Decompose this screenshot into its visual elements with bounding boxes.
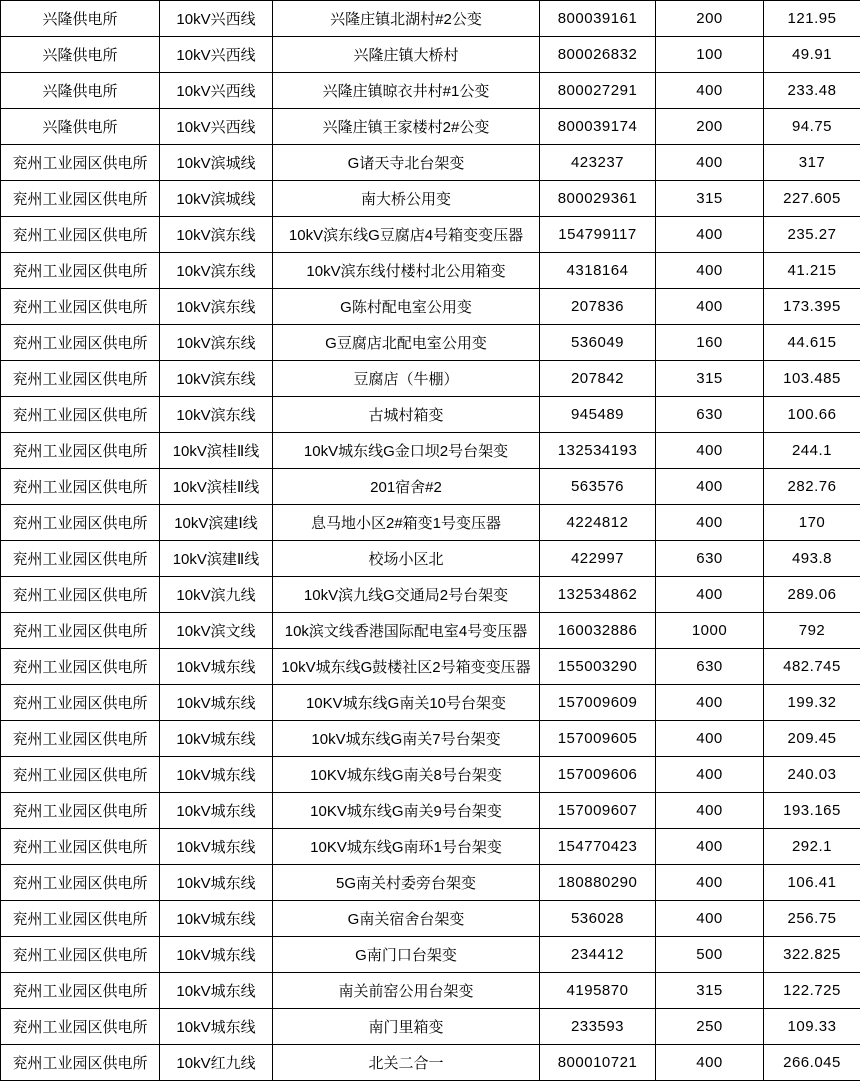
table-row (1, 181, 860, 217)
cell-transformer-name: 201宿舍#2 (273, 469, 540, 505)
cell-load: 103.485 (764, 361, 860, 397)
cell-station: 兖州工业园区供电所 (1, 865, 160, 901)
cell-line: 10kV城东线 (160, 901, 273, 937)
cell-load: 493.8 (764, 541, 860, 577)
table-row (1, 1045, 860, 1081)
table-row (1, 865, 860, 901)
cell-load: 100.66 (764, 397, 860, 433)
cell-id: 233593 (540, 1009, 656, 1045)
cell-line: 10kV兴西线 (160, 37, 273, 73)
cell-transformer-name: 南大桥公用变 (273, 181, 540, 217)
cell-load: 317 (764, 145, 860, 181)
cell-load: 170 (764, 505, 860, 541)
table-row (1, 217, 860, 253)
cell-transformer-name: 兴隆庄镇王家楼村2#公变 (273, 109, 540, 145)
cell-line: 10kV滨东线 (160, 325, 273, 361)
cell-line: 10kV兴西线 (160, 109, 273, 145)
cell-load: 121.95 (764, 1, 860, 37)
cell-capacity: 400 (656, 577, 764, 613)
cell-line: 10kV滨建Ⅰ线 (160, 505, 273, 541)
cell-load: 109.33 (764, 1009, 860, 1045)
cell-id: 180880290 (540, 865, 656, 901)
cell-capacity: 400 (656, 73, 764, 109)
cell-transformer-name: G陈村配电室公用变 (273, 289, 540, 325)
table-row (1, 685, 860, 721)
cell-line: 10kV滨东线 (160, 397, 273, 433)
cell-line: 10kV滨东线 (160, 217, 273, 253)
cell-id: 536049 (540, 325, 656, 361)
cell-capacity: 400 (656, 505, 764, 541)
cell-capacity: 400 (656, 253, 764, 289)
cell-line: 10kV城东线 (160, 1009, 273, 1045)
cell-id: 800029361 (540, 181, 656, 217)
table-row (1, 937, 860, 973)
cell-capacity: 400 (656, 469, 764, 505)
cell-capacity: 1000 (656, 613, 764, 649)
cell-station: 兖州工业园区供电所 (1, 901, 160, 937)
cell-transformer-name: G南门口台架变 (273, 937, 540, 973)
cell-station: 兖州工业园区供电所 (1, 577, 160, 613)
cell-load: 193.165 (764, 793, 860, 829)
cell-load: 41.215 (764, 253, 860, 289)
cell-load: 49.91 (764, 37, 860, 73)
cell-line: 10kV滨城线 (160, 181, 273, 217)
cell-line: 10kV滨桂Ⅱ线 (160, 433, 273, 469)
cell-transformer-name: 豆腐店（牛棚） (273, 361, 540, 397)
cell-load: 44.615 (764, 325, 860, 361)
cell-id: 234412 (540, 937, 656, 973)
cell-load: 482.745 (764, 649, 860, 685)
table-row (1, 901, 860, 937)
cell-transformer-name: 10kV滨东线付楼村北公用箱变 (273, 253, 540, 289)
cell-capacity: 400 (656, 685, 764, 721)
cell-line: 10kV滨九线 (160, 577, 273, 613)
cell-station: 兖州工业园区供电所 (1, 325, 160, 361)
table-row (1, 1, 860, 37)
cell-id: 563576 (540, 469, 656, 505)
cell-capacity: 400 (656, 901, 764, 937)
cell-transformer-name: 兴隆庄镇大桥村 (273, 37, 540, 73)
cell-station: 兴隆供电所 (1, 37, 160, 73)
cell-capacity: 630 (656, 649, 764, 685)
cell-transformer-name: 息马地小区2#箱变1号变压器 (273, 505, 540, 541)
table-row (1, 541, 860, 577)
cell-id: 157009609 (540, 685, 656, 721)
cell-id: 132534193 (540, 433, 656, 469)
cell-transformer-name: G豆腐店北配电室公用变 (273, 325, 540, 361)
cell-line: 10kV城东线 (160, 937, 273, 973)
cell-transformer-name: 10kV城东线G金口坝2号台架变 (273, 433, 540, 469)
cell-station: 兖州工业园区供电所 (1, 1009, 160, 1045)
cell-line: 10kV红九线 (160, 1045, 273, 1081)
cell-line: 10kV城东线 (160, 685, 273, 721)
cell-id: 536028 (540, 901, 656, 937)
cell-id: 800039161 (540, 1, 656, 37)
cell-id: 422997 (540, 541, 656, 577)
cell-station: 兖州工业园区供电所 (1, 541, 160, 577)
cell-capacity: 400 (656, 433, 764, 469)
cell-id: 157009606 (540, 757, 656, 793)
cell-id: 207842 (540, 361, 656, 397)
cell-id: 155003290 (540, 649, 656, 685)
cell-station: 兖州工业园区供电所 (1, 757, 160, 793)
cell-load: 292.1 (764, 829, 860, 865)
cell-transformer-name: 10KV城东线G南关9号台架变 (273, 793, 540, 829)
cell-line: 10kV滨东线 (160, 253, 273, 289)
cell-id: 4224812 (540, 505, 656, 541)
table-row (1, 289, 860, 325)
cell-station: 兴隆供电所 (1, 73, 160, 109)
table-row (1, 73, 860, 109)
cell-id: 160032886 (540, 613, 656, 649)
cell-line: 10kV城东线 (160, 649, 273, 685)
cell-capacity: 315 (656, 973, 764, 1009)
cell-line: 10kV城东线 (160, 793, 273, 829)
cell-capacity: 400 (656, 1045, 764, 1081)
cell-capacity: 400 (656, 721, 764, 757)
cell-station: 兖州工业园区供电所 (1, 613, 160, 649)
cell-id: 800010721 (540, 1045, 656, 1081)
table-row (1, 37, 860, 73)
cell-transformer-name: 校场小区北 (273, 541, 540, 577)
cell-capacity: 630 (656, 397, 764, 433)
cell-station: 兖州工业园区供电所 (1, 181, 160, 217)
cell-id: 157009607 (540, 793, 656, 829)
cell-transformer-name: 10kV城东线G鼓楼社区2号箱变变压器 (273, 649, 540, 685)
cell-station: 兴隆供电所 (1, 1, 160, 37)
cell-load: 106.41 (764, 865, 860, 901)
table-row (1, 973, 860, 1009)
cell-station: 兖州工业园区供电所 (1, 397, 160, 433)
cell-capacity: 400 (656, 145, 764, 181)
cell-load: 244.1 (764, 433, 860, 469)
cell-transformer-name: 10kV滨九线G交通局2号台架变 (273, 577, 540, 613)
cell-station: 兖州工业园区供电所 (1, 505, 160, 541)
cell-load: 289.06 (764, 577, 860, 613)
cell-capacity: 630 (656, 541, 764, 577)
cell-load: 266.045 (764, 1045, 860, 1081)
cell-line: 10kV滨东线 (160, 361, 273, 397)
cell-id: 132534862 (540, 577, 656, 613)
cell-load: 233.48 (764, 73, 860, 109)
table-row (1, 361, 860, 397)
cell-id: 207836 (540, 289, 656, 325)
cell-station: 兖州工业园区供电所 (1, 829, 160, 865)
cell-station: 兖州工业园区供电所 (1, 721, 160, 757)
cell-id: 4195870 (540, 973, 656, 1009)
cell-load: 199.32 (764, 685, 860, 721)
cell-capacity: 250 (656, 1009, 764, 1045)
table-row (1, 721, 860, 757)
cell-line: 10kV城东线 (160, 829, 273, 865)
cell-station: 兖州工业园区供电所 (1, 1045, 160, 1081)
cell-line: 10kV城东线 (160, 757, 273, 793)
cell-load: 235.27 (764, 217, 860, 253)
cell-station: 兖州工业园区供电所 (1, 289, 160, 325)
cell-transformer-name: 兴隆庄镇北湖村#2公变 (273, 1, 540, 37)
cell-line: 10kV滨东线 (160, 289, 273, 325)
cell-line: 10kV城东线 (160, 721, 273, 757)
table-row (1, 829, 860, 865)
cell-id: 423237 (540, 145, 656, 181)
cell-id: 800027291 (540, 73, 656, 109)
cell-line: 10kV滨城线 (160, 145, 273, 181)
cell-id: 154770423 (540, 829, 656, 865)
table-row (1, 505, 860, 541)
cell-transformer-name: 5G南关村委旁台架变 (273, 865, 540, 901)
cell-id: 154799117 (540, 217, 656, 253)
cell-station: 兖州工业园区供电所 (1, 937, 160, 973)
cell-id: 4318164 (540, 253, 656, 289)
cell-line: 10kV滨建Ⅱ线 (160, 541, 273, 577)
table-row (1, 325, 860, 361)
cell-capacity: 100 (656, 37, 764, 73)
table-row (1, 469, 860, 505)
cell-capacity: 160 (656, 325, 764, 361)
table-row (1, 109, 860, 145)
cell-capacity: 400 (656, 865, 764, 901)
table-row (1, 577, 860, 613)
cell-station: 兖州工业园区供电所 (1, 253, 160, 289)
cell-load: 322.825 (764, 937, 860, 973)
cell-load: 227.605 (764, 181, 860, 217)
cell-capacity: 500 (656, 937, 764, 973)
cell-load: 94.75 (764, 109, 860, 145)
cell-capacity: 400 (656, 793, 764, 829)
cell-line: 10kV滨文线 (160, 613, 273, 649)
cell-load: 256.75 (764, 901, 860, 937)
cell-capacity: 200 (656, 1, 764, 37)
cell-station: 兖州工业园区供电所 (1, 793, 160, 829)
cell-capacity: 315 (656, 361, 764, 397)
cell-id: 157009605 (540, 721, 656, 757)
cell-transformer-name: 10kV城东线G南关7号台架变 (273, 721, 540, 757)
cell-station: 兖州工业园区供电所 (1, 973, 160, 1009)
cell-transformer-name: 10kV滨东线G豆腐店4号箱变变压器 (273, 217, 540, 253)
cell-line: 10kV城东线 (160, 865, 273, 901)
cell-load: 122.725 (764, 973, 860, 1009)
table-row (1, 649, 860, 685)
cell-transformer-name: 10KV城东线G南环1号台架变 (273, 829, 540, 865)
table-row (1, 433, 860, 469)
cell-station: 兖州工业园区供电所 (1, 649, 160, 685)
cell-load: 209.45 (764, 721, 860, 757)
cell-id: 800026832 (540, 37, 656, 73)
cell-load: 173.395 (764, 289, 860, 325)
cell-station: 兖州工业园区供电所 (1, 469, 160, 505)
cell-transformer-name: 古城村箱变 (273, 397, 540, 433)
cell-transformer-name: 北关二合一 (273, 1045, 540, 1081)
cell-transformer-name: 南关前窑公用台架变 (273, 973, 540, 1009)
table-body (1, 1, 860, 1081)
cell-transformer-name: G南关宿舍台架变 (273, 901, 540, 937)
cell-capacity: 400 (656, 757, 764, 793)
cell-id: 945489 (540, 397, 656, 433)
cell-station: 兖州工业园区供电所 (1, 145, 160, 181)
table-row (1, 397, 860, 433)
cell-capacity: 400 (656, 289, 764, 325)
table-row (1, 613, 860, 649)
table-row (1, 793, 860, 829)
cell-capacity: 400 (656, 217, 764, 253)
cell-transformer-name: 10k滨文线香港国际配电室4号变压器 (273, 613, 540, 649)
cell-transformer-name: 兴隆庄镇晾衣井村#1公变 (273, 73, 540, 109)
cell-line: 10kV兴西线 (160, 73, 273, 109)
table-row (1, 145, 860, 181)
cell-transformer-name: 南门里箱变 (273, 1009, 540, 1045)
cell-capacity: 400 (656, 829, 764, 865)
cell-transformer-name: 10KV城东线G南关8号台架变 (273, 757, 540, 793)
cell-station: 兖州工业园区供电所 (1, 685, 160, 721)
cell-station: 兖州工业园区供电所 (1, 361, 160, 397)
cell-line: 10kV滨桂Ⅱ线 (160, 469, 273, 505)
table-row (1, 1009, 860, 1045)
cell-id: 800039174 (540, 109, 656, 145)
cell-load: 792 (764, 613, 860, 649)
table-row (1, 757, 860, 793)
cell-capacity: 200 (656, 109, 764, 145)
cell-transformer-name: 10KV城东线G南关10号台架变 (273, 685, 540, 721)
cell-capacity: 315 (656, 181, 764, 217)
cell-station: 兖州工业园区供电所 (1, 217, 160, 253)
cell-load: 282.76 (764, 469, 860, 505)
table-row (1, 253, 860, 289)
cell-station: 兴隆供电所 (1, 109, 160, 145)
cell-station: 兖州工业园区供电所 (1, 433, 160, 469)
cell-load: 240.03 (764, 757, 860, 793)
cell-line: 10kV兴西线 (160, 1, 273, 37)
cell-transformer-name: G诸天寺北台架变 (273, 145, 540, 181)
cell-line: 10kV城东线 (160, 973, 273, 1009)
